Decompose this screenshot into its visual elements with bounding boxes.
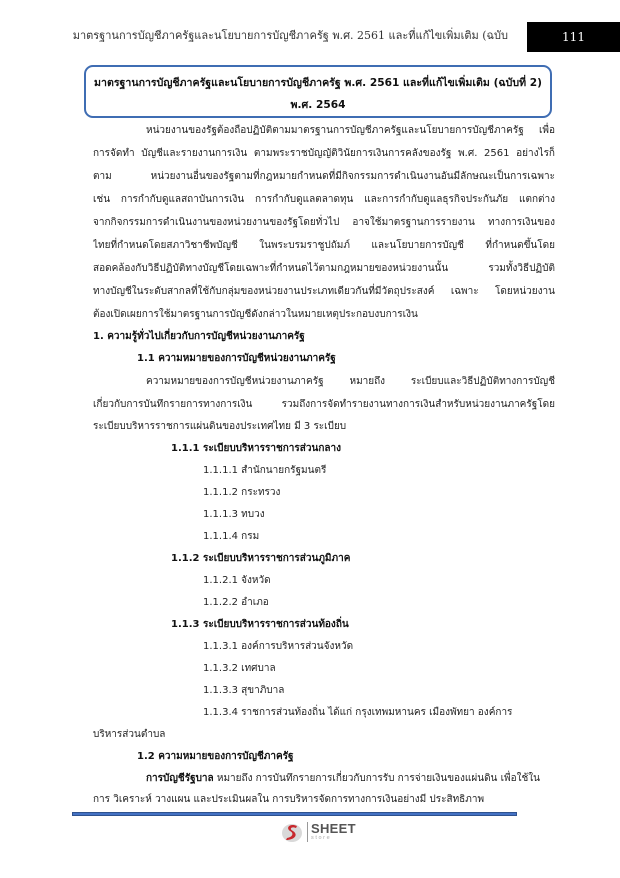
intro-line: หน่วยงานของรัฐต้องถือปฏิบัติตามมาตรฐานการบัญชีภาครัฐและนโยบายการบัญชีภาครัฐ เพื่อ <box>146 125 555 136</box>
sheet-store-logo-icon <box>281 821 303 843</box>
page-number-box: 111 <box>527 22 620 52</box>
paragraph-line: ความหมายของการบัญชีหน่วยงานภาครัฐ หมายถึง ระเบียบและวิธีปฏิบัติทางการบัญชี <box>146 376 555 387</box>
list-item: 1.1.1.1 สำนักนายกรัฐมนตรี <box>203 465 327 476</box>
list-item: 1.1.2.1 จังหวัด <box>203 575 271 586</box>
list-item-continuation: บริหารส่วนตำบล <box>93 729 166 740</box>
defined-term: การบัญชีรัฐบาล <box>146 773 214 784</box>
section-1-heading: 1. ความรู้ทั่วไปเกี่ยวกับการบัญชีหน่วยงานภาครัฐ <box>93 331 305 342</box>
intro-line: เช่น การกำกับดูแลสถาบันการเงิน การกำกับดูแลตลาดทุน และการกำกับดูแลธุรกิจประกันภัย แตกต่าง <box>93 194 555 205</box>
intro-line: ต้องเปิดเผยการใช้มาตรฐานการบัญชีดังกล่าวในหมายเหตุประกอบงบการเงิน <box>93 309 418 320</box>
intro-line: ทางบัญชีในระดับสากลที่ใช้กับกลุ่มของหน่วยงานประเภทเดียวกันที่มีวัตถุประสงค์ เฉพาะ โดยหน่วยงาน <box>93 286 555 297</box>
paragraph-line: เกี่ยวกับการบันทึกรายการทางการเงิน รวมถึงการจัดทำรายงานทางการเงินสำหรับหน่วยงานภาครัฐโดย <box>93 399 555 410</box>
intro-line: การจัดทำ บัญชีและรายงานการเงิน ตามพระราชบัญญัติวินัยการเงินการคลังของรัฐ พ.ศ. 2561 อย่างไรก็ <box>93 148 555 159</box>
list-item: 1.1.3.4 ราชการส่วนท้องถิ่น ได้แก่ กรุงเทพมหานคร เมืองพัทยา องค์การ <box>203 707 513 718</box>
logo-separator <box>307 822 308 842</box>
list-item: 1.1.1.4 กรม <box>203 531 260 542</box>
section-1-1-heading: 1.1 ความหมายของการบัญชีหน่วยงานภาครัฐ <box>137 353 336 364</box>
sheet-store-logo <box>281 820 356 844</box>
intro-line: สอดคล้องกับวิธีปฏิบัติทางบัญชีโดยเฉพาะที่กำหนดไว้ตามกฎหมายของหน่วยงานนั้น รวมทั้งวิธีปฏิบัติ <box>93 263 555 274</box>
list-item: 1.1.1.3 ทบวง <box>203 509 265 520</box>
logo-word: SHEET <box>311 821 356 837</box>
intro-line: ไทยที่กำหนดโดยสภาวิชาชีพบัญชี ในพระบรมราชูปถัมภ์ และนโยบายการบัญชี ที่กำหนดขึ้นโดย <box>93 240 555 251</box>
logo-text <box>311 822 356 842</box>
running-header: มาตรฐานการบัญชีภาครัฐและนโยบายการบัญชีภาครัฐ พ.ศ. 2561 และที่แก้ไขเพิ่มเติม (ฉบับ <box>72 29 508 42</box>
intro-line: ตาม หน่วยงานอื่นของรัฐตามที่กฎหมายกำหนดที่มีกิจกรรมการดำเนินงานอันมีลักษณะเป็นการเฉพาะ <box>93 171 555 182</box>
logo-sub: store <box>311 835 332 842</box>
list-item: 1.1.2.2 อำเภอ <box>203 597 269 608</box>
list-item: 1.1.3.3 สุขาภิบาล <box>203 685 285 696</box>
section-1-1-1-heading: 1.1.1 ระเบียบบริหารราชการส่วนกลาง <box>171 443 342 454</box>
list-item: 1.1.1.2 กระทรวง <box>203 487 281 498</box>
title-line-2: พ.ศ. 2564 <box>290 99 346 111</box>
list-item: 1.1.3.1 องค์การบริหารส่วนจังหวัด <box>203 641 354 652</box>
paragraph-line: ระเบียบบริหารราชการแผ่นดินของประเทศไทย มี 3 ระเบียบ <box>93 421 347 432</box>
list-item: 1.1.3.2 เทศบาล <box>203 663 276 674</box>
section-1-1-3-heading: 1.1.3 ระเบียบบริหารราชการส่วนท้องถิ่น <box>171 619 349 630</box>
definition-line-2: การ วิเคราะห์ วางแผน และประเมินผลใน การบริหารจัดการทางการเงินอย่างมี ประสิทธิภาพ <box>93 794 485 805</box>
intro-line: จากกิจกรรมการดำเนินงานของหน่วยงานของรัฐโดยทั่วไป อาจใช้มาตรฐานการรายงาน ทางการเงินของ <box>93 217 555 228</box>
section-1-1-2-heading: 1.1.2 ระเบียบบริหารราชการส่วนภูมิภาค <box>171 553 351 564</box>
section-1-2-definition <box>93 770 555 788</box>
title-line-1: มาตรฐานการบัญชีภาครัฐและนโยบายการบัญชีภาครัฐ พ.ศ. 2561 และที่แก้ไขเพิ่มเติม (ฉบับที่ 2) <box>94 77 542 89</box>
definition-text: หมายถึง การบันทึกรายการเกี่ยวกับการรับ การจ่ายเงินของแผ่นดิน เพื่อใช้ใน <box>213 773 540 784</box>
footer-rule <box>72 812 517 816</box>
section-1-2-heading: 1.2 ความหมายของการบัญชีภาครัฐ <box>137 751 294 762</box>
title-box <box>84 65 552 118</box>
